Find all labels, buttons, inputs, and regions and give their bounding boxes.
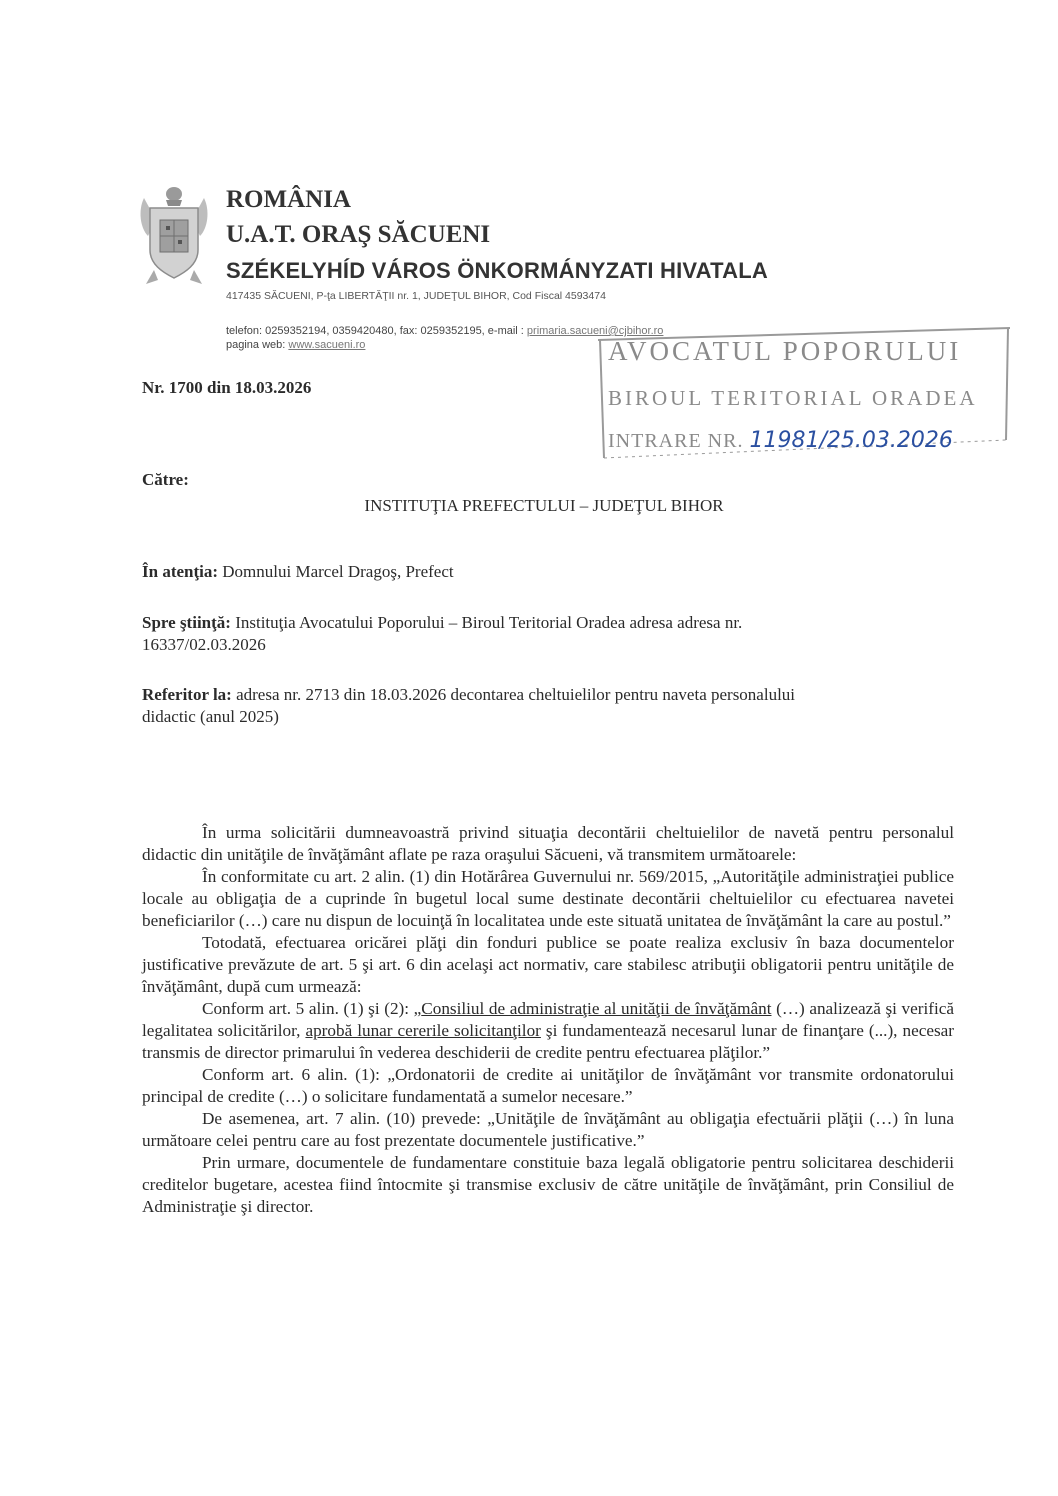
reference-value: adresa nr. 2713 din 18.03.2026 decontarea cheltuielilor pentru naveta personalului [231, 685, 796, 704]
cc-line [142, 612, 742, 656]
paragraph-1: În urma solicitării dumneavoastră privind situaţia decontării cheltuielilor de navetă pentru personalul didactic din unităţile de învăţământ aflate pe raza oraşului Săcueni, vă transmitem următoarele: [142, 823, 954, 864]
reference-line [142, 684, 795, 728]
paragraph-4 [142, 998, 954, 1064]
paragraph-4-mid: (…) analizează şi verifică legalitatea solicitărilor, [142, 999, 954, 1040]
country-title: ROMÂNIA [226, 186, 351, 213]
email-link[interactable]: primaria.sacueni@cjbihor.ro [526, 325, 664, 337]
paragraph-3: Totodată, efectuarea oricărei plăţi din fonduri publice se poate realiza exclusiv în baza documentelor justificative prevăzute de art. 5 şi art. 6 din acelaşi act normativ, care stabilesc atribuţii obligatorii pentru unităţile de învăţământ, după cum urmează: [142, 933, 954, 996]
attention-label: În atenţia: [142, 562, 219, 581]
paragraph-2: În conformitate cu art. 2 alin. (1) din Hotărârea Guvernului nr. 569/2015, „Autorităţile administraţiei publice locale au obligaţia de a cuprinde în bugetul local sume destinate decontării cheltuielilor cu efectuarea navetei beneficiarilor (…) care nu dispun de locuinţă în localitatea unde este situată unitatea de învăţământ la care au postul.” [142, 867, 954, 930]
paragraph-6: De asemenea, art. 7 alin. (10) prevede: „Unităţile de învăţământ au obligaţia efectuării plăţii (…) în luna următoare celei pentru care au fost prezentate documentele justificative.” [142, 1109, 954, 1150]
stamp-line-3 [608, 428, 953, 453]
stamp-line-2: BIROUL TERITORIAL ORADEA [608, 386, 978, 410]
contact-phones: telefon: 0259352194, 0359420480, fax: 0259352195, e-mail : [226, 325, 527, 337]
cc-value: Instituţia Avocatului Poporului – Biroul Teritorial Oradea adresa adresa nr. [230, 613, 743, 632]
institution-address: 417435 SĂCUENI, P-ţa LIBERTĂŢII nr. 1, JUDEŢUL BIHOR, Cod Fiscal 4593474 [226, 290, 606, 302]
institution-title-hungarian: SZÉKELYHÍD VÁROS ÖNKORMÁNYZATI HIVATALA [226, 258, 768, 283]
stamp-line-1: AVOCATUL POPORULUI [608, 336, 962, 366]
web-label: pagina web: [226, 339, 289, 351]
coat-of-arms-icon [136, 180, 212, 290]
attention-line [142, 562, 454, 582]
stamp-entry-label: INTRARE NR. [608, 430, 750, 452]
paragraph-4-underline-2: aprobă lunar cererile solicitanţilor [305, 1021, 541, 1040]
cc-reference: 16337/02.03.2026 [142, 635, 266, 654]
institution-title: U.A.T. ORAŞ SĂCUENI [226, 221, 491, 248]
attention-value: Domnului Marcel Dragoş, Prefect [218, 562, 454, 581]
paragraph-4-start: Conform art. 5 alin. (1) şi (2): „ [202, 999, 422, 1018]
paragraph-4-underline-1: Consiliul de administraţie al unităţii de învăţământ [421, 999, 772, 1018]
reference-value-cont: didactic (anul 2025) [142, 707, 279, 726]
recipient-label: Către: [142, 470, 189, 489]
document-number: Nr. 1700 din 18.03.2026 [142, 378, 312, 397]
cc-label: Spre ştiinţă: [142, 613, 231, 632]
paragraph-7: Prin urmare, documentele de fundamentare constituie baza legală obligatorie pentru solicitarea deschiderii creditelor bugetare, acestea fiind întocmite şi transmise exclusiv de către unităţile de învăţământ, prin Consiliul de Administraţie şi director. [142, 1153, 954, 1216]
reference-label: Referitor la: [142, 685, 232, 704]
stamp-registration-number: 11981/25.03.2026 [749, 428, 953, 453]
recipient-institution-text: INSTITUŢIA PREFECTULUI – JUDEŢUL BIHOR [364, 496, 724, 515]
paragraph-4-end: şi fundamentează necesarul lunar de finanţare (...), necesar transmis de director primarului în vederea deschiderii de credite pentru efectuarea plăţilor.” [142, 1021, 954, 1062]
letter-body [142, 822, 954, 1218]
paragraph-5: Conform art. 6 alin. (1): „Ordonatorii de credite ai unităţilor de învăţământ vor transmite ordonatorului principal de credite (…) o solicitare fundamentată a sumelor necesare.” [142, 1065, 954, 1106]
recipient-institution [0, 496, 1058, 516]
web-link[interactable]: www.sacueni.ro [288, 339, 366, 351]
registration-stamp [598, 322, 1010, 462]
